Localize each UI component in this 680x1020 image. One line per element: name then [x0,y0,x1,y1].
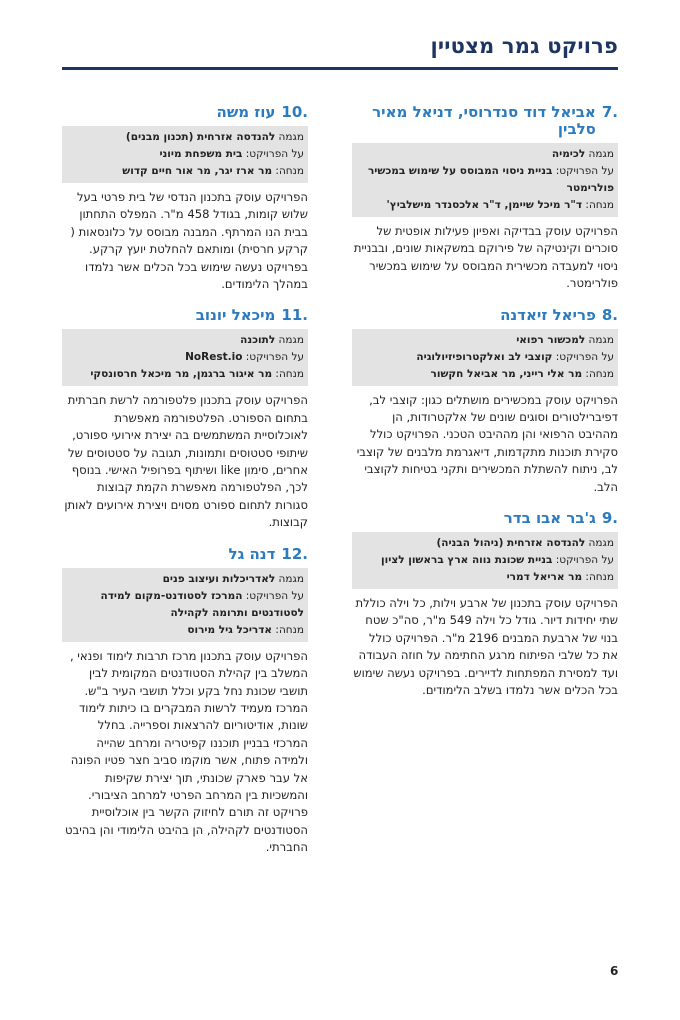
advisor-value: מר ארז יגר, מר אור חיים קדוש [122,165,273,177]
project-9 [352,510,618,699]
project-info-box [352,143,618,217]
track-value: לתוכנה [240,334,276,347]
project-row [66,349,304,366]
project-12 [62,546,308,857]
advisor-row [356,569,614,586]
project-info-box [62,568,308,642]
project-heading [62,104,308,121]
title-divider [62,67,618,70]
project-students: פריאל זיאדנה [500,305,596,324]
project-number: 12. [281,544,308,563]
project-info-box [62,329,308,386]
project-number: 7. [601,103,618,121]
advisor-row [66,163,304,180]
page-number: 6 [610,964,619,978]
project-7 [352,104,618,293]
advisor-value: מר אריאל דמרי [506,571,583,584]
project-value: NoRest.io [185,351,243,364]
project-value: המרכז לסטודנט-מקום למידה לסטודנטים ותרומה לקהילה [100,589,304,619]
project-info-box [352,329,618,386]
project-description: הפרויקט עוסק בבדיקה ואפיון פעילות אופטית של סוכרים וקינטיקה של פירוקם במשקאות שונים, ובבניית ניסוי למעבדה מכשירית המבוסס על שימוש במכשיר פולרימטר. [353,224,618,291]
project-description: הפרויקט עוסק בתכנון של ארבע וילות, כל וילה כוללת שתי יחידות דיור. גודל כל וילה 549 מ"ר, סה"כ שטח בנוי של ארבעת המבנים 2196 מ"ר. הפרויקט כולל את כל שלבי הפיתוח מרגע החתימה על חוזה העבודה ועד למסירת המפתחות לדיירים. בפרויקט נעשה שימוש בכל הכלים אשר נלמדו בשלב הלימודים. [353,596,618,698]
project-row [66,588,304,622]
advisor-row [66,366,304,383]
project-number: 8. [601,305,618,324]
track-value: למכשור רפואי [516,333,586,346]
project-info-box [352,532,618,589]
project-heading [62,546,308,563]
advisor-value: ד"ר מיכל שיימן, ד"ר אלכסנדר מישלביץ' [386,199,583,211]
project-description: הפרויקט עוסק בתכנון מרכז תרבות לימוד ופנאי , המשלב בין קהילת הסטודנטים המקומית לבין תושבי שכונת נחל בקע וכלל תושבי העיר ב"ש. המרכז מעמיד לרשות המבקרים בו כיתות לימוד שונות, אודיטוריום להרצאות וספרייה. בחלל המרכזי בבניין תוכננו קפיטריה ומרחב שהייה ולמידה פתוח, אשר מוקמו סביב חצר פטיו הפונה אל עבר פארק שכונתי, תוך יצירת שקיפות והמשכיות בין המרחב הפרטי למרחב הציבורי. פרויקט זה תורם לחיזוק הקשר בין אוכלוסיית הסטודנטים לקהילה, הן בהיבט הלימודי והן בהיבט החברתי. [64,648,308,855]
project-students: דנה גל [228,544,276,563]
project-11 [62,307,308,531]
advisor-label: מנחה: [585,571,614,584]
project-description: הפרויקט עוסק בתכנון פלטפורמה לרשת חברתית בתחום הספורט. הפלטפורמה מאפשרת לאוכלוסיית המשתמשים בה יצירת אירועי ספורט, שיתופי סטטוסים ותמונות, תגובה על סטטוסים של אחרים, סימון like ושיתוף בפרופיל האישי. בנוסף לכך, הפלטפורמה מאפשרת הקמת קבוצות סגורות לתחום ספורט מסוים ויצירת אירועים לאותן קבוצות. [64,393,308,530]
project-value: בניית שכונת נווה ארץ בראשון לציון [381,554,553,567]
project-description: הפרויקט עוסק במכשירים מושתלים כגון: קוצבי לב, דפיברילטורים וסוגים שונים של אלקטרודות, הן מההיבט הרפואי והן מההיבט הטכני. הפרויקט כולל סקירת תוכנות מתקדמות, דיאגרמת מלבנים של קוצבי לב, ניתוח להשתלת המכשירים ותקני בטיחות לקוצבי הלב. [356,392,618,494]
track-value: להנדסה אזרחית (תכנון מבנים) [125,131,276,143]
advisor-value: מר אלי רייני, מר אביאל חקשור [430,367,583,380]
advisor-label: מנחה: [275,368,304,381]
advisor-row [66,622,304,639]
page-title: פרויקט גמר מצטיין [430,34,618,58]
track-row [356,535,614,552]
project-row [356,552,614,569]
track-label: מגמה [278,334,304,347]
project-students: אביאל דוד סנדרוסי, דניאל מאיר סלבין [372,103,596,138]
project-value: בניית ניסוי המבוסס על שימוש במכשיר פולרימטר [367,165,614,194]
project-description: הפרויקט עוסק בתכנון הנדסי של בית פרטי בעל שלוש קומות, בגודל 458 מ"ר. המפלס התחתון בבית הנו המרתף. המבנה מבוסס על כלונסאות ( קרקע חרסית) ומותאם להחלטת יועץ קרקע. בפרויקט נעשה שימוש בכל הכלים אשר נלמדו במהלך הלימודים. [70,190,308,292]
track-row [66,332,304,349]
track-label: מגמה [278,572,304,585]
advisor-label: מנחה: [585,199,614,211]
project-heading [352,307,618,324]
project-8 [352,307,618,496]
project-info-box [62,126,308,183]
project-heading [62,307,308,324]
track-value: להנדסה אזרחית (ניהול הבניה) [436,537,586,550]
project-label: על הפרויקט: [555,165,614,177]
project-students: ג'בר אבו בדר [503,509,596,528]
track-label: מגמה [588,333,614,346]
advisor-label: מנחה: [275,165,304,177]
project-value: בית משפחת מיוני [159,148,243,160]
track-label: מגמה [588,148,614,160]
project-label: על הפרויקט: [555,554,614,567]
track-label: מגמה [278,131,304,143]
project-students: מיכאל יונוב [195,306,276,325]
project-number: 10. [281,103,308,121]
project-heading [352,510,618,527]
advisor-value: אדריכל גיל מירוס [187,623,273,636]
project-value: קוצבי לב ואלקטרופיזיולוגיה [416,350,553,363]
project-label: על הפרויקט: [245,148,304,160]
project-number: 9. [601,509,618,528]
advisor-label: מנחה: [275,623,304,636]
project-heading [352,104,618,138]
advisor-row [356,197,614,214]
track-value: לכימיה [551,148,586,160]
track-row [66,129,304,146]
advisor-row [356,366,614,383]
track-row [356,332,614,349]
track-label: מגמה [588,537,614,550]
project-row [356,163,614,197]
track-value: לאדריכלות ועיצוב פנים [162,572,276,585]
project-row [66,146,304,163]
project-label: על הפרויקט: [245,589,304,602]
advisor-value: מר איגור ברגמן, מר מיכאל חרסונסקי [90,368,273,381]
right-column [352,104,618,714]
project-row [356,349,614,366]
project-label: על הפרויקט: [555,350,614,363]
track-row [66,571,304,588]
project-number: 11. [281,306,308,325]
advisor-label: מנחה: [585,367,614,380]
project-students: עוז משה [216,103,276,121]
project-label: על הפרויקט: [245,351,304,364]
track-row [356,146,614,163]
project-10 [62,104,308,293]
left-column [62,104,308,871]
